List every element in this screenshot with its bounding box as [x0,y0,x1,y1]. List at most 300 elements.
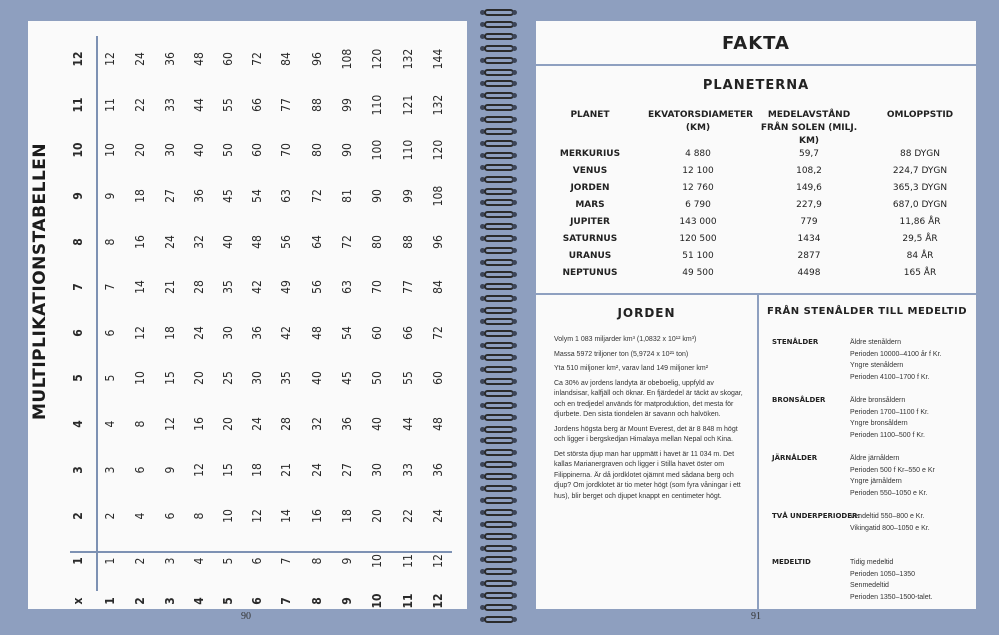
planet-diameter: 51 100 [682,251,714,261]
spiral-ring [478,246,520,255]
table-cell: 22 [133,98,147,112]
table-cell: 20 [133,143,147,157]
table-cell: 120 [370,48,384,70]
table-cell: 84 [431,280,445,294]
table-cell: 10 [133,371,147,385]
table-cell: 121 [401,94,415,116]
era-line: Perioden 1700–1100 f Kr. [850,408,929,416]
page-number-right: 91 [751,611,761,622]
planet-orbit: 29,5 ÅR [902,234,938,244]
spiral-ring [478,270,520,279]
table-header-top: 12 [71,51,85,67]
table-cell: 7 [103,283,117,291]
table-cell: 18 [250,463,264,477]
table-cell: 48 [250,235,264,249]
multiplication-table [28,21,467,609]
table-cell: 14 [279,509,293,523]
table-cell: 6 [163,512,177,520]
table-cell: 44 [401,417,415,431]
planet-diameter: 6 790 [685,200,711,210]
table-cell: 48 [431,417,445,431]
planet-orbit: 365,3 DYGN [892,183,948,193]
spiral-ring [478,508,520,517]
spiral-ring [478,8,520,17]
column-header-distance: MEDELAVSTÅND FRÅN SOLEN (MILJ. KM) [760,110,858,146]
table-cell: 40 [192,143,206,157]
table-cell: 30 [370,463,384,477]
table-cell: 80 [370,235,384,249]
table-header-side: 3 [163,597,177,605]
table-cell: 20 [221,417,235,431]
table-cell: 132 [431,94,445,116]
table-cell: 20 [192,371,206,385]
spiral-ring [478,317,520,326]
table-cell: 60 [221,52,235,66]
table-header-side: 9 [340,597,354,605]
table-row [536,251,976,268]
spiral-ring [478,127,520,136]
spiral-ring [478,187,520,196]
planet-orbit: 165 ÅR [903,268,937,278]
table-cell: 4 [133,512,147,520]
table-header-side: 12 [431,593,445,609]
table-header-top: 1 [71,557,85,565]
table-cell: 5 [103,374,117,382]
spiral-ring [478,79,520,88]
table-cell: 16 [192,417,206,431]
table-cell: 60 [250,143,264,157]
table-cell: 55 [401,371,415,385]
table-cell: 6 [103,329,117,337]
table-cell: 24 [250,417,264,431]
era-line: Yngre stenåldern [850,362,904,369]
multiplication-table-title: MULTIPLIKATIONSTABELLEN [30,142,50,420]
era-details [850,395,970,441]
table-cell: 100 [370,139,384,161]
table-header-top: 9 [71,192,85,200]
spiral-ring [478,341,520,350]
table-header-side: 7 [279,597,293,605]
spiral-ring [478,496,520,505]
era-line: Perioden 4100–1700 f Kr. [850,373,930,381]
spiral-ring [478,460,520,469]
right-page [536,21,976,609]
era-line: Äldre järnåldern [850,455,900,462]
column-header-planet: PLANET [570,110,610,120]
spiral-ring [478,163,520,172]
spiral-ring [478,68,520,77]
table-cell: 24 [163,235,177,249]
table-header-side: 11 [401,593,415,609]
table-cell: 72 [250,52,264,66]
table-cell: 8 [310,557,324,565]
spiral-ring [478,389,520,398]
table-header-side: 6 [250,597,264,605]
table-header-top: 11 [71,97,85,113]
earth-paragraph: Jordens högsta berg är Mount Everest, det är 8 848 m högt och ligger i bergskedjan Himalaya mellan Nepal och Kina. [554,425,738,443]
table-cell: 14 [133,280,147,294]
era-details [850,337,970,383]
table-cell: 45 [340,371,354,385]
table-cell: 4 [103,420,117,428]
table-cell: 36 [192,189,206,203]
table-header-side: 10 [370,593,384,609]
table-cell: 8 [192,512,206,520]
planet-diameter: 49 500 [682,268,714,278]
section-divider [536,293,976,295]
table-cell: 27 [340,463,354,477]
era-line: Yngre bronsåldern [850,420,908,427]
table-cell: 44 [192,98,206,112]
table-cell: 2 [103,512,117,520]
spiral-ring [478,579,520,588]
planet-distance: 2877 [797,251,821,261]
table-cell: 35 [279,371,293,385]
table-header-top: 7 [71,283,85,291]
spiral-ring [478,544,520,553]
spiral-ring [478,520,520,529]
era-line: Äldre bronsåldern [850,397,906,404]
spiral-ring [478,139,520,148]
planet-orbit: 11,86 ÅR [899,217,941,227]
spiral-ring [478,365,520,374]
table-cell: 81 [340,189,354,203]
table-cell: 18 [163,326,177,340]
table-cell: 84 [279,52,293,66]
table-cell: 5 [221,557,235,565]
spiral-ring [478,353,520,362]
table-cell: 28 [192,280,206,294]
table-cell: 96 [431,235,445,249]
table-cell: 24 [310,463,324,477]
era-name: JÄRNÅLDER [772,454,818,462]
table-header-side: 8 [310,597,324,605]
table-row [536,234,976,251]
table-cell: 60 [370,326,384,340]
spiral-ring [478,103,520,112]
planet-name: MARS [575,200,605,210]
planet-name: VENUS [572,166,608,176]
era-details [850,453,970,499]
era-details [850,557,970,603]
table-cell: 30 [163,143,177,157]
earth-title: JORDEN [617,306,676,320]
table-cell: 2 [133,557,147,565]
earth-paragraph: Volym 1 083 miljarder km³ (1,0832 x 10¹² km³) [554,336,697,343]
table-cell: 8 [133,420,147,428]
planet-diameter: 12 760 [682,183,714,193]
era-line: Senmedeltid [850,582,889,589]
column-divider [757,293,759,609]
eras-title: FRÅN STENÅLDER TILL MEDELTID [766,306,967,317]
table-cell: 10 [221,509,235,523]
table-cell: 8 [103,238,117,246]
table-cell: 56 [279,235,293,249]
era-name: MEDELTID [772,558,811,566]
table-cell: 36 [250,326,264,340]
column-header-orbit: OMLOPPSTID [886,110,954,120]
planet-distance: 1434 [797,234,821,244]
page-number-left: 90 [241,611,251,622]
table-header-top: 10 [71,142,85,158]
spiral-binding [478,8,520,628]
table-cell: 45 [221,189,235,203]
table-row [536,200,976,217]
table-cell: 25 [221,371,235,385]
table-cell: 40 [221,235,235,249]
table-cell: 9 [340,557,354,565]
table-cell: 22 [401,509,415,523]
table-cell: 9 [163,466,177,474]
spiral-ring [478,591,520,600]
spiral-ring [478,448,520,457]
planet-distance: 59,7 [798,149,820,159]
table-cell: 110 [401,139,415,161]
table-cell: 120 [431,139,445,161]
table-cell: 3 [163,557,177,565]
planet-name: NEPTUNUS [562,268,618,278]
spiral-ring [478,20,520,29]
table-header-side: 5 [221,597,235,605]
spiral-ring [478,436,520,445]
table-header-side: 2 [133,597,147,605]
table-cell: 16 [310,509,324,523]
planet-diameter: 12 100 [682,166,714,176]
planet-name: JORDEN [570,183,610,193]
table-cell: 64 [310,235,324,249]
table-cell: 66 [250,98,264,112]
table-cell: 108 [431,185,445,207]
spiral-ring [478,151,520,160]
title-divider [536,64,976,66]
era-details [850,511,970,534]
table-row [536,217,976,234]
planet-distance: 149,6 [796,183,822,193]
spiral-ring [478,532,520,541]
table-cell: 6 [250,557,264,565]
table-cell: 36 [340,417,354,431]
table-cell: 77 [279,98,293,112]
table-header-top: 6 [71,329,85,337]
table-header-top: 3 [71,466,85,474]
planet-name: SATURNUS [562,234,618,244]
table-header-side: 4 [192,597,206,605]
spiral-ring [478,44,520,53]
spiral-ring [478,555,520,564]
table-cell: 4 [192,557,206,565]
table-cell: 24 [133,52,147,66]
spiral-ring [478,258,520,267]
era-line: Perioden 10000–4100 år f Kr. [850,350,942,358]
planet-name: MERKURIUS [559,149,621,159]
planet-orbit: 84 ÅR [906,251,934,261]
earth-paragraph: Ca 30% av jordens landyta är obeboelig, uppfyld av inlandsisar, kalfjäll och öknar. En fjärdedel är täckt av skogar, och en tredjedel används för matproduktion, det mesta för djurbete. Den sista tiondelen är savann och halvöken. [554,379,743,418]
table-cell: 11 [103,98,117,112]
table-cell: 30 [221,326,235,340]
table-cell: 108 [340,48,354,70]
table-cell: 90 [340,143,354,157]
spiral-ring [478,175,520,184]
spiral-ring [478,56,520,65]
era-line: Perioden 1050–1350 [850,570,916,578]
era-line: Tidig medeltid [850,559,894,566]
table-cell: 99 [401,189,415,203]
table-header-top: 8 [71,238,85,246]
earth-paragraph: Yta 510 miljoner km², varav land 149 miljoner km² [554,365,709,372]
table-cell: 28 [279,417,293,431]
table-header-top: 2 [71,512,85,520]
earth-paragraph: Massa 5972 triljoner ton (5,9724 x 10²¹ ton) [554,350,689,358]
spiral-ring [478,306,520,315]
spiral-ring [478,413,520,422]
spiral-ring [478,198,520,207]
table-cell: 40 [370,417,384,431]
table-cell: 21 [163,280,177,294]
table-cell: 3 [103,466,117,474]
table-cell: 144 [431,48,445,70]
planet-diameter: 120 500 [679,234,717,244]
table-cell: 15 [221,463,235,477]
table-cell: 99 [340,98,354,112]
table-cell: 12 [103,52,117,66]
spiral-ring [478,32,520,41]
spiral-ring [478,234,520,243]
spiral-ring [478,377,520,386]
table-cell: 9 [103,192,117,200]
table-cell: 18 [340,509,354,523]
table-header-side: 1 [103,597,117,605]
table-cell: 132 [401,48,415,70]
table-cell: 15 [163,371,177,385]
table-row [536,268,976,285]
table-cell: 24 [431,509,445,523]
table-cell: 42 [279,326,293,340]
table-cell: 70 [370,280,384,294]
table-cell: 90 [370,189,384,203]
table-cell: 10 [370,554,384,568]
table-cell: 21 [279,463,293,477]
column-header-diameter: EKVATORSDIAMETER (KM) [648,110,754,133]
era-line: Äldre stenåldern [850,339,901,346]
table-cell: 63 [279,189,293,203]
era-name: TVÅ UNDERPERIODER: [772,512,861,520]
table-cell: 66 [401,326,415,340]
table-cell: 33 [401,463,415,477]
planets-title: PLANETERNA [702,78,810,93]
planet-diameter: 4 880 [685,149,711,159]
table-cell: 48 [192,52,206,66]
planet-diameter: 143 000 [679,217,717,227]
table-cell: 11 [401,554,415,568]
table-cell: 33 [163,98,177,112]
table-cell: 50 [221,143,235,157]
table-cell: 12 [250,509,264,523]
table-cell: 18 [133,189,147,203]
table-cell: 20 [370,509,384,523]
table-cell: 24 [192,326,206,340]
table-header-top: 5 [71,374,85,382]
era-line: Vikingatid 800–1050 e Kr. [850,524,930,532]
table-cell: 56 [310,280,324,294]
table-cell: 12 [163,417,177,431]
table-cell: 72 [431,326,445,340]
table-cell: 110 [370,94,384,116]
era-name: BRONSÅLDER [772,396,826,404]
era-line: Perioden 1350–1500-talet. [850,593,933,601]
table-cell: 55 [221,98,235,112]
era-line: Perioden 1100–500 f Kr. [850,431,925,439]
table-cell: 88 [401,235,415,249]
table-cell: 49 [279,280,293,294]
spiral-ring [478,294,520,303]
spiral-ring [478,567,520,576]
table-row [536,149,976,166]
planet-distance: 779 [800,217,818,227]
table-cell: 10 [103,143,117,157]
planet-orbit: 687,0 DYGN [892,200,948,210]
table-cell: 7 [279,557,293,565]
table-cell: 54 [250,189,264,203]
spiral-ring [478,425,520,434]
era-line: Perioden 500 f Kr–550 e Kr [850,466,935,474]
table-cell: 50 [370,371,384,385]
planet-name: JUPITER [570,217,610,227]
spiral-ring [478,210,520,219]
table-cell: 27 [163,189,177,203]
table-cell: 12 [431,554,445,568]
table-cell: 36 [431,463,445,477]
planet-distance: 4498 [797,268,821,278]
table-cell: 30 [250,371,264,385]
spiral-ring [478,282,520,291]
earth-paragraph: Det största djup man har uppmätt i havet är 11 034 m. Det kallas Marianergraven och ligger i Stilla havet öster om Filippinerna. Är då jordklotet ojämnt med sådana berg och djup? Om jordklotet är tio meter högt (som fyra våningar i ett hus), blir berget och djupet knappt en centimeter högt. [554,450,741,500]
table-cell: 1 [103,557,117,565]
spiral-ring [478,615,520,624]
table-cell: 42 [250,280,264,294]
spiral-ring [478,472,520,481]
spiral-ring [478,401,520,410]
table-cell: 16 [133,235,147,249]
spiral-ring [478,91,520,100]
era-name: STENÅLDER [772,338,819,346]
spiral-ring [478,222,520,231]
table-cell: 96 [310,52,324,66]
table-cell: 70 [279,143,293,157]
table-cell: 6 [133,466,147,474]
spiral-ring [478,115,520,124]
spiral-ring [478,329,520,338]
table-cell: 32 [192,235,206,249]
planet-name: URANUS [568,251,612,261]
table-cell: 48 [310,326,324,340]
table-cell: 12 [133,326,147,340]
table-row [536,166,976,183]
table-cell: 36 [163,52,177,66]
table-cell: 77 [401,280,415,294]
table-row-divider [96,36,98,591]
era-line: Perioden 550–1050 e Kr. [850,489,928,497]
table-cell: 72 [340,235,354,249]
table-cell: 72 [310,189,324,203]
planet-orbit: 224,7 DYGN [892,166,948,176]
planet-distance: 227,9 [796,200,822,210]
table-header-top: 4 [71,420,85,428]
table-cell: 12 [192,463,206,477]
spiral-ring [478,484,520,493]
table-cell: 60 [431,371,445,385]
table-cell: 40 [310,371,324,385]
table-cell: 80 [310,143,324,157]
